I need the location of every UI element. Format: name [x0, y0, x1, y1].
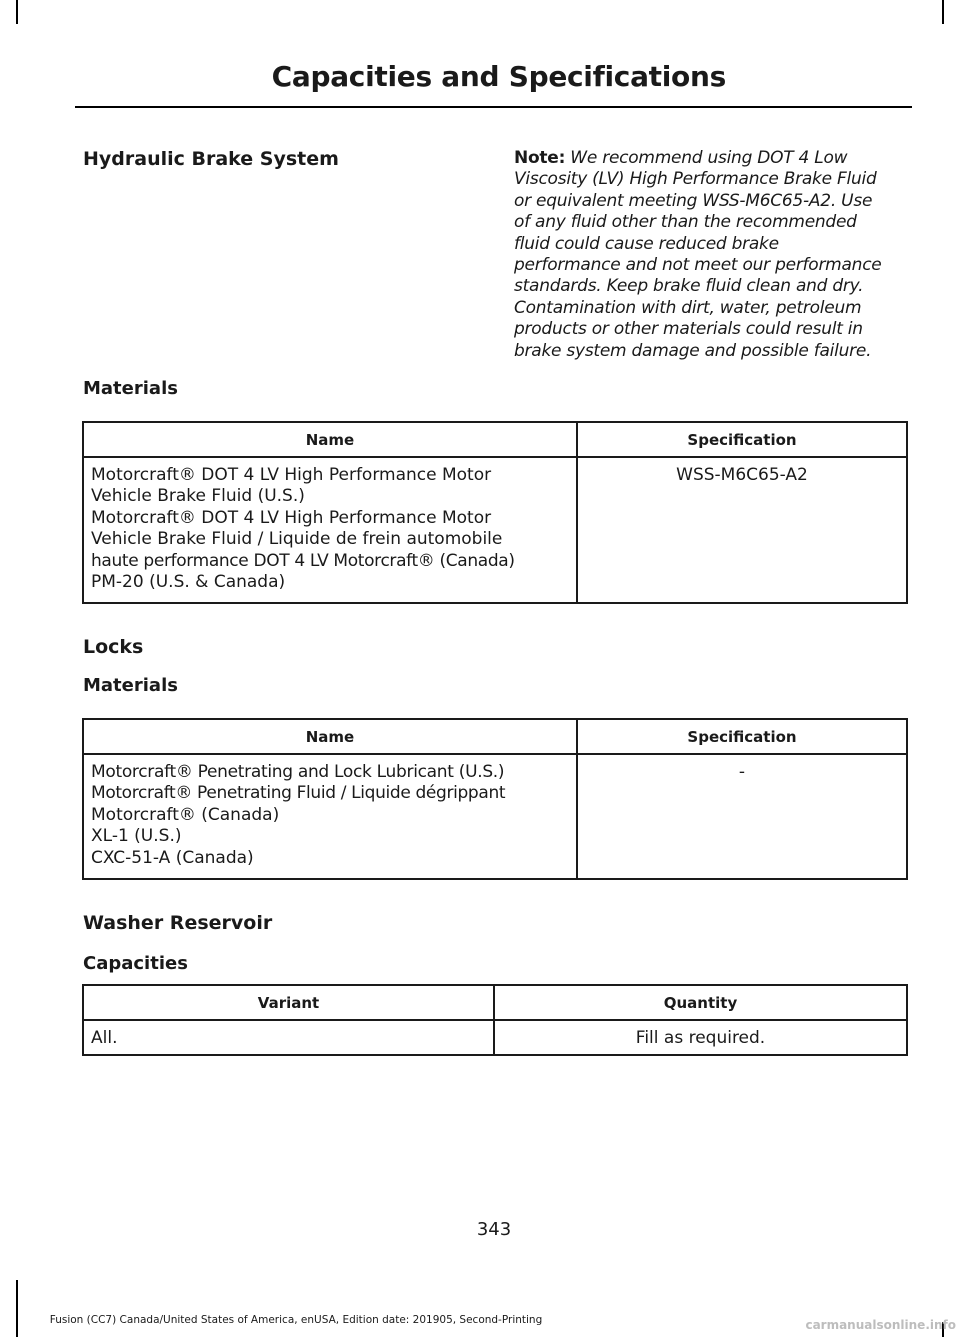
- material-name-line: Motorcraft® Penetrating Fluid / Liquide dégrippant: [91, 783, 506, 804]
- column-header-name: Name: [83, 719, 577, 754]
- material-name-line: Vehicle Brake Fluid / Liquide de frein automobile: [91, 529, 503, 550]
- table-header-row: [83, 719, 907, 754]
- material-name-line: XL-1 (U.S.): [91, 826, 182, 847]
- note-line: brake system damage and possible failure.: [514, 340, 872, 361]
- note-line: standards. Keep brake fluid clean and dry.: [514, 276, 864, 297]
- watermark: carmanualsonline.info: [805, 1318, 956, 1332]
- material-name-line: Motorcraft® DOT 4 LV High Performance Motor: [91, 507, 492, 528]
- note-label: Note:: [514, 148, 566, 168]
- edition-footer: Fusion (CC7) Canada/United States of America, enUSA, Edition date: 201905, Second-Printing: [49, 1314, 543, 1326]
- column-header-specification: Specification: [577, 719, 907, 754]
- note-line: products or other materials could result in: [514, 319, 863, 340]
- material-name-line: Motorcraft® DOT 4 LV High Performance Motor: [91, 465, 492, 485]
- table-row: [83, 754, 907, 879]
- crop-mark-bottom-left: [16, 1280, 18, 1337]
- table-header-row: [83, 985, 907, 1020]
- material-name-cell: [83, 754, 577, 879]
- material-name-line: haute performance DOT 4 LV Motorcraft® (Canada): [91, 550, 515, 571]
- table-header-row: [83, 422, 907, 457]
- column-header-name: Name: [83, 422, 577, 457]
- material-name-cell: [83, 457, 577, 603]
- materials-heading-locks: Materials: [83, 675, 178, 696]
- variant-cell: All.: [83, 1020, 494, 1055]
- table-row: [83, 1020, 907, 1055]
- note-line: of any fluid other than the recommended: [514, 212, 857, 233]
- material-name-line: PM-20 (U.S. & Canada): [91, 572, 286, 593]
- note-line: fluid could cause reduced brake: [514, 233, 779, 254]
- note-line: We recommend using DOT 4 Low: [570, 148, 848, 168]
- material-name-line: Vehicle Brake Fluid (U.S.): [91, 486, 305, 507]
- column-header-quantity: Quantity: [494, 985, 907, 1020]
- material-name-line: Motorcraft® (Canada): [91, 804, 280, 825]
- column-header-specification: Specification: [577, 422, 907, 457]
- note-line: performance and not meet our performance: [514, 255, 882, 276]
- section-heading-hydraulic-brake: Hydraulic Brake System: [83, 148, 339, 170]
- section-heading-washer-reservoir: Washer Reservoir: [83, 912, 273, 934]
- materials-heading-brake: Materials: [83, 378, 178, 399]
- brake-fluid-note: [514, 148, 910, 362]
- crop-mark-top-right: [942, 0, 944, 24]
- specification-cell: -: [577, 754, 907, 879]
- quantity-cell: Fill as required.: [494, 1020, 907, 1055]
- title-rule: [75, 106, 912, 108]
- note-line: Contamination with dirt, water, petroleum: [514, 297, 862, 318]
- table-row: [83, 457, 907, 603]
- note-line: Viscosity (LV) High Performance Brake Fluid: [514, 169, 877, 190]
- specification-cell: WSS-M6C65-A2: [577, 457, 907, 603]
- note-line: or equivalent meeting WSS-M6C65-A2. Use: [514, 190, 873, 211]
- capacities-heading: Capacities: [83, 953, 188, 974]
- page-title: Capacities and Specifications: [271, 60, 726, 93]
- brake-materials-table: [82, 421, 908, 604]
- crop-mark-top-left: [16, 0, 18, 24]
- page-number: 343: [476, 1219, 512, 1240]
- section-heading-locks: Locks: [83, 636, 144, 658]
- column-header-variant: Variant: [83, 985, 494, 1020]
- material-name-line: CXC-51-A (Canada): [91, 847, 254, 868]
- locks-materials-table: [82, 718, 908, 880]
- material-name-line: Motorcraft® Penetrating and Lock Lubricant (U.S.): [91, 762, 505, 782]
- washer-capacities-table: [82, 984, 908, 1056]
